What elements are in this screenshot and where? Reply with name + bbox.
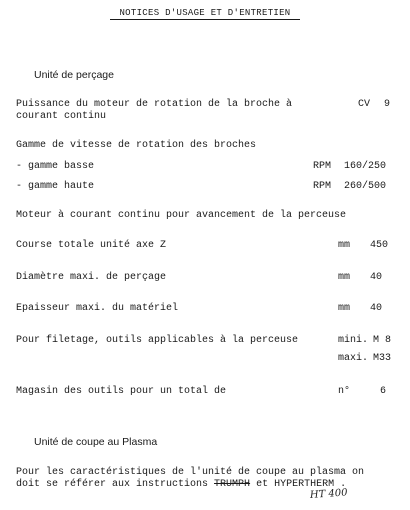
speed-low-value: 160/250 [344, 161, 387, 172]
plasma-text-line2-end: et HYPERTHERM . [256, 479, 347, 490]
handwritten-note: HT 400 [309, 487, 348, 501]
motor-power-unit: CV [358, 99, 371, 110]
drill-diameter-value: 40 [370, 272, 383, 283]
document-header: NOTICES D'USAGE ET D'ENTRETIEN [119, 8, 291, 18]
tapping-max-label: maxi. [338, 353, 369, 364]
tapping-min-value: M 8 [373, 335, 392, 346]
plasma-text-line1: Pour les caractéristiques de l'unité de coupe au plasma on [16, 467, 365, 478]
thickness-value: 40 [370, 303, 383, 314]
tapping-label: Pour filetage, outils applicables à la perceuse [16, 335, 299, 346]
plasma-text-line2 [16, 479, 346, 491]
motor-power-label-line2: courant continu [16, 111, 107, 122]
dc-motor-feed-line: Moteur à courant continu pour avancement de la perceuse [16, 210, 347, 221]
drill-diameter-unit: mm [338, 272, 351, 283]
speed-high-value: 260/500 [344, 181, 387, 192]
motor-power-label-line1: Puissance du moteur de rotation de la broche à [16, 99, 293, 110]
stroke-value: 450 [370, 240, 389, 251]
magazine-value: 6 [380, 386, 387, 397]
motor-power-value: 9 [384, 99, 391, 110]
magazine-unit: n° [338, 386, 351, 397]
speed-low-label: - gamme basse [16, 161, 95, 172]
speed-range-title: Gamme de vitesse de rotation des broches [16, 140, 257, 151]
drill-diameter-label: Diamètre maxi. de perçage [16, 272, 167, 283]
stroke-label: Course totale unité axe Z [16, 240, 167, 251]
thickness-label: Epaisseur maxi. du matériel [16, 303, 179, 314]
speed-high-unit: RPM [313, 181, 332, 192]
thickness-unit: mm [338, 303, 351, 314]
header-underline [110, 19, 300, 20]
stroke-unit: mm [338, 240, 351, 251]
plasma-text-line2-start: doit se référer aux instructions [16, 479, 209, 490]
tapping-min-label: mini. [338, 335, 369, 346]
section-title-drilling-unit: Unité de perçage [34, 69, 114, 81]
speed-high-label: - gamme haute [16, 181, 95, 192]
struck-out-word: TRUMPH [214, 479, 251, 490]
speed-low-unit: RPM [313, 161, 332, 172]
tapping-max-value: M33 [373, 353, 392, 364]
magazine-label: Magasin des outils pour un total de [16, 386, 227, 397]
section-title-plasma-unit: Unité de coupe au Plasma [34, 436, 158, 448]
